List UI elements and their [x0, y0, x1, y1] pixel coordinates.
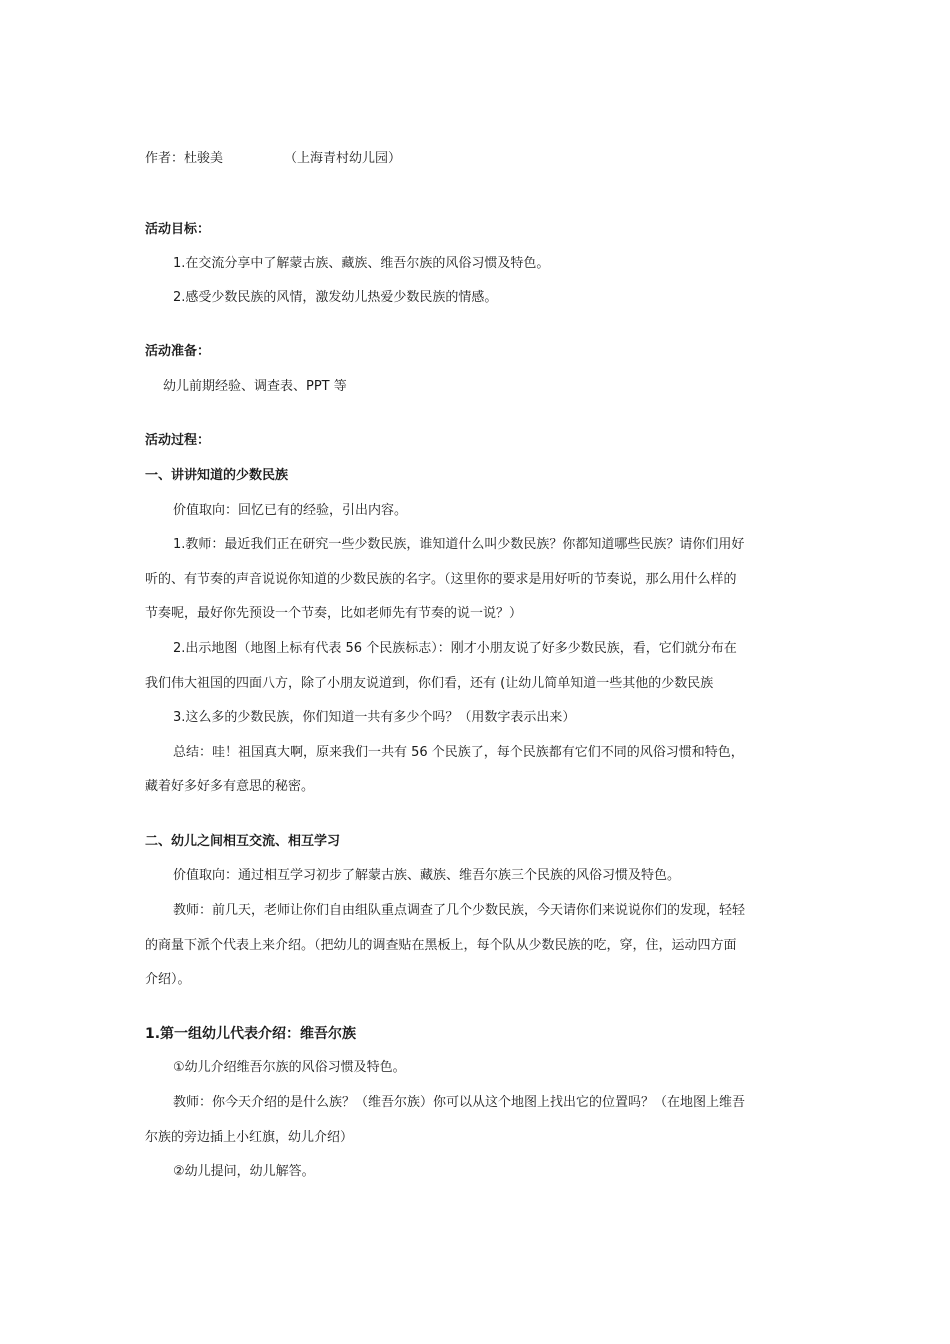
group-1-title: 1.第一组幼儿代表介绍：维吾尔族: [145, 1026, 357, 1042]
process-heading: 活动过程：: [145, 433, 211, 448]
author-school: （上海青村幼儿园）: [284, 151, 402, 166]
section-2-teacher-line-2: 的商量下派个代表上来介绍。（把幼儿的调查贴在黑板上，每个队从少数民族的吃，穿，住，运动四方面: [145, 938, 737, 953]
section-1-p1-line-1: 1.教师：最近我们正在研究一些少数民族，谁知道什么叫少数民族？你都知道哪些民族？请你们用好: [173, 537, 745, 552]
goal-item-1: 1.在交流分享中了解蒙古族、藏族、维吾尔族的风俗习惯及特色。: [173, 256, 550, 271]
group-1-teacher-line-1: 教师：你今天介绍的是什么族？（维吾尔族）你可以从这个地图上找出它的位置吗？（在地图上维吾: [173, 1095, 746, 1110]
section-1-p3: 3.这么多的少数民族，你们知道一共有多少个吗？（用数字表示出来）: [173, 710, 576, 725]
section-1-value: 价值取向：回忆已有的经验，引出内容。: [173, 503, 408, 518]
section-1-title: 一、讲讲知道的少数民族: [145, 468, 289, 483]
section-1-summary-line-2: 藏着好多好多有意思的秘密。: [145, 779, 315, 794]
section-2-value: 价值取向：通过相互学习初步了解蒙古族、藏族、维吾尔族三个民族的风俗习惯及特色。: [173, 868, 681, 883]
section-1-summary-line-1: 总结：哇！祖国真大啊，原来我们一共有 56 个民族了，每个民族都有它们不同的风俗习惯和特色，: [173, 745, 744, 760]
goals-heading: 活动目标：: [145, 222, 211, 237]
author-line: [145, 149, 223, 169]
section-2-teacher-line-3: 介绍）。: [145, 972, 191, 987]
prep-heading: 活动准备：: [145, 344, 211, 359]
section-2-title: 二、幼儿之间相互交流、相互学习: [145, 834, 341, 849]
goal-item-2: 2.感受少数民族的风情，激发幼儿热爱少数民族的情感。: [173, 290, 498, 305]
section-1-p2-line-2: 我们伟大祖国的四面八方，除了小朋友说道到，你们看，还有 (让幼儿简单知道一些其他的少数民族: [145, 676, 714, 691]
section-1-p2-line-1: 2.出示地图（地图上标有代表 56 个民族标志）：刚才小朋友说了好多少数民族，看，它们就分布在: [173, 641, 737, 656]
section-1-p1-line-2: 听的、有节奏的声音说说你知道的少数民族的名字。（这里你的要求是用好听的节奏说，那么用什么样的: [145, 572, 737, 587]
group-1-step-1: ①幼儿介绍维吾尔族的风俗习惯及特色。: [173, 1060, 406, 1075]
group-1-teacher-line-2: 尔族的旁边插上小红旗，幼儿介绍）: [145, 1130, 354, 1145]
section-2-teacher-line-1: 教师：前几天，老师让你们自由组队重点调查了几个少数民族，今天请你们来说说你们的发现，轻轻: [173, 903, 746, 918]
prep-text: 幼儿前期经验、调查表、PPT 等: [163, 379, 347, 394]
group-1-step-2: ②幼儿提问，幼儿解答。: [173, 1164, 315, 1179]
author-name: 作者：杜骏美: [145, 151, 224, 166]
section-1-p1-line-3: 节奏呢，最好你先预设一个节奏，比如老师先有节奏的说一说？）: [145, 606, 523, 621]
